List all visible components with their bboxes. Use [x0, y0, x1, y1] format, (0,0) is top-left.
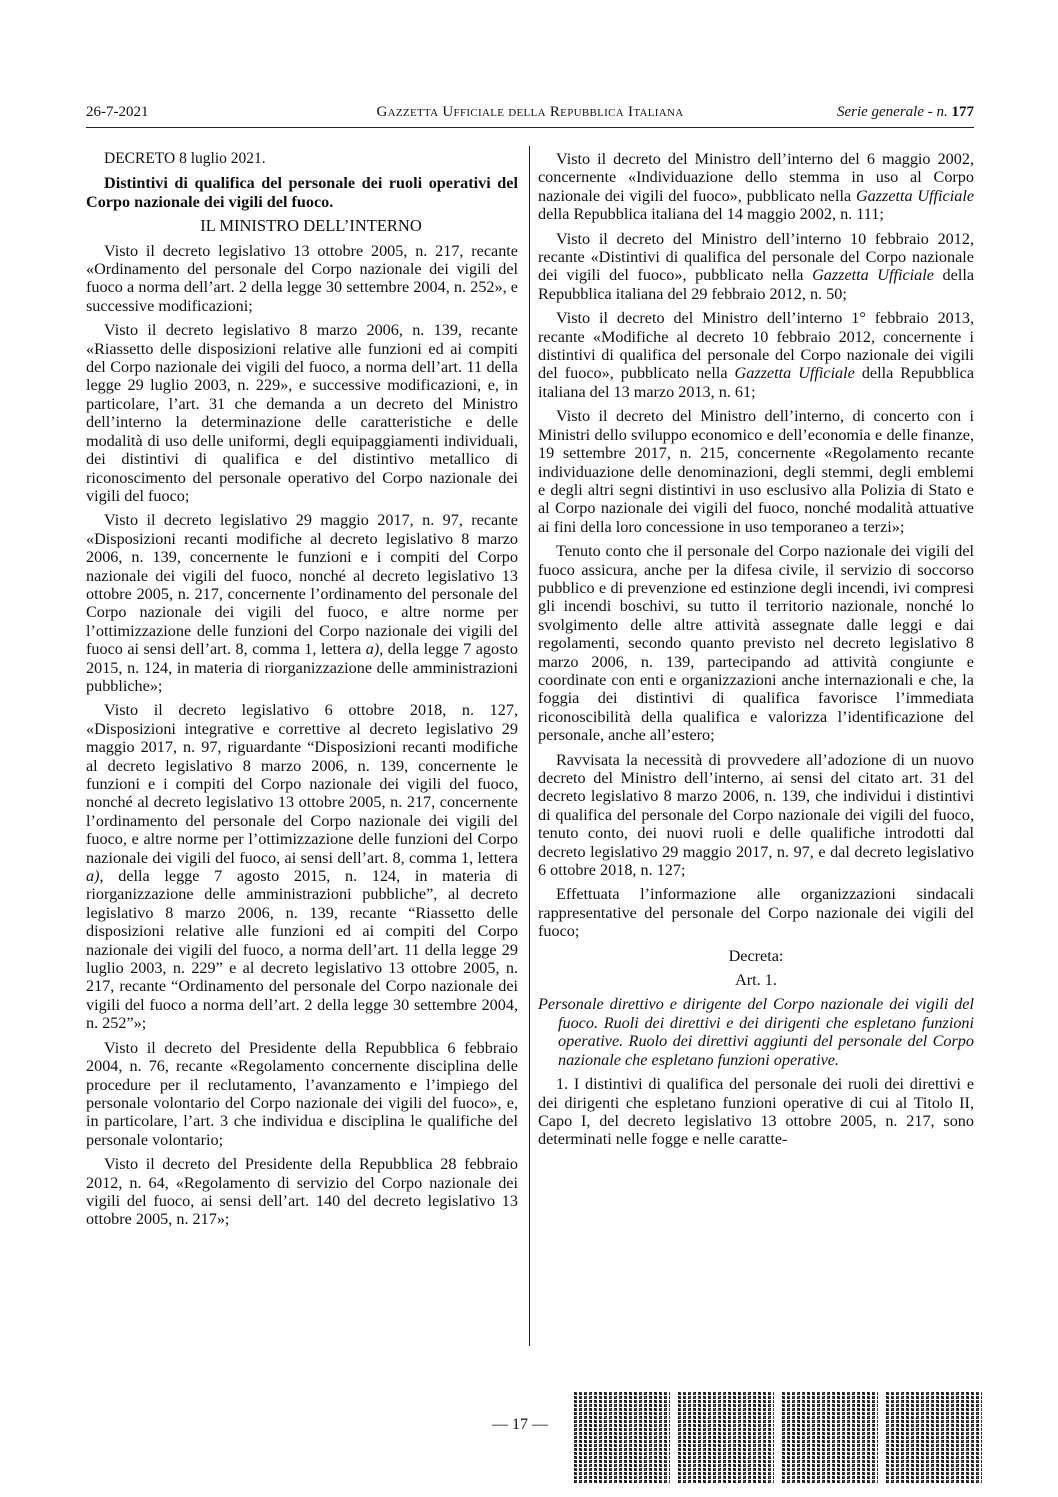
italic-run: a) — [365, 640, 380, 659]
article-number: Art. 1. — [735, 971, 777, 990]
paragraph: Tenuto conto che il personale del Corpo nazionale dei vigili del fuoco assicura, anche per la difesa civile, il servizio di soccorso pubblico e di prevenzione ed estinzione degli incendi, ivi compresi gli incendi boschivi, su tutto il territorio nazionale, nonché lo svolgimento delle altre attività assegnate dalle leggi e dai regolamenti, secondo quanto previsto nel decreto legislativo 8 marzo 2006, n. 139, partecipando ad attività congiunte e coordinate con enti e organizzazioni anche internazionali e che, la foggia dei distintivi di qualifica favorisce l’immediata riconoscibilità della qualifica e valorizza l’identificazione del personale, anche all’estero; — [538, 542, 974, 745]
decreto-date: 8 luglio 2021. — [179, 150, 266, 167]
article-title — [538, 995, 974, 1069]
paragraph — [86, 511, 518, 695]
header-rule — [86, 127, 974, 128]
paragraph: 1. I distintivi di qualifica del personale dei ruoli dei direttivi e dei dirigenti che espletano funzioni operative di cui al Titolo II, Capo I, del decreto legislativo 13 ottobre 2005, n. 217, sono determinati nelle fogge e nelle caratte- — [538, 1075, 974, 1149]
serie-number: 177 — [951, 104, 974, 120]
left-column — [86, 150, 518, 1235]
header-title: Gazzetta Ufficiale della Repubblica Italiana — [376, 104, 684, 120]
paragraph: Visto il decreto del Ministro dell’interno, di concerto con i Ministri dello sviluppo economico e dell’economia e delle finanze, 19 settembre 2017, n. 215, concernente «Regolamento recante individuazione delle denominazioni, degli stemmi, degli emblemi e degli altri segni distintivi in uso esclusivo alla Polizia di Stato e al Corpo nazionale dei vigili del fuoco, nonché modalità attuative ai fini della loro concessione in uso temporaneo a terzi»; — [538, 407, 974, 536]
paragraph: Ravvisata la necessità di provvedere all’adozione di un nuovo decreto del Ministro dell’interno, ai sensi del citato art. 31 del decreto legislativo 8 marzo 2006, n. 139, che individui i distintivi di qualifica del personale del Corpo nazionale dei vigili del fuoco, tenuto conto, dei nuovi ruoli e delle qualifiche introdotti dal decreto legislativo 29 maggio 2017, n. 97, e dal decreto legislativo 6 ottobre 2018, n. 127; — [538, 750, 974, 880]
paragraph: Effettuata l’informazione alle organizzazioni sindacali rappresentative del personale del Corpo nazionale dei vigili del fuoco; — [538, 885, 974, 941]
text-run: della Repubblica italiana del 13 marzo 2013, n. 61; — [538, 364, 975, 401]
decreta-heading: Decreta: — [728, 946, 784, 965]
text-run: Visto il decreto del Ministro dell’interno 10 febbraio 2012, recante «Distintivi di qualifica del personale del Corpo nazionale dei vigili del fuoco», pubblicato nella — [538, 229, 974, 285]
text-run: della Repubblica italiana del 14 maggio 2002, n. 111; — [538, 205, 884, 224]
column-divider — [529, 146, 530, 1346]
datamatrix-code — [676, 1392, 774, 1484]
right-column — [538, 150, 974, 1155]
text-run: Visto il decreto legislativo 29 maggio 2017, n. 97, recante «Disposizioni recanti modifiche al decreto legislativo 8 marzo 2006, n. 139, concernente le funzioni e i compiti del Corpo nazionale dei vigili del fuoco, nonché al decreto legislativo 13 ottobre 2005, n. 217, concernente l’ordinamento del personale del Corpo nazionale dei vigili del fuoco, e altre norme per l’ottimizzazione delle funzioni del Corpo nazionale dei vigili del fuoco ai sensi dell’art. 8, comma 1, lettera — [86, 511, 518, 659]
serie-label: Serie generale - n. — [836, 104, 948, 120]
italic-run: Gazzetta Ufficiale — [734, 364, 855, 383]
section-title: IL MINISTRO DELL’INTERNO — [200, 216, 422, 236]
italic-run: Gazzetta Ufficiale — [855, 186, 975, 205]
decree-title: Distintivi di qualifica del personale dei ruoli operativi del Corpo nazionale dei vigili del fuoco. — [86, 174, 518, 211]
header-serie — [837, 104, 974, 121]
datamatrix-code — [572, 1392, 670, 1484]
text-run: Visto il decreto del Ministro dell’interno del 6 maggio 2002, concernente «Individuazione dello stemma in uso al Corpo nazionale dei vigili del fuoco», pubblicato nella — [538, 150, 974, 205]
text-run: Visto il decreto del Ministro dell’interno 1° febbraio 2013, recante «Modifiche al decreto 10 febbraio 2012, concernente i distintivi di qualifica del personale del Corpo nazionale dei vigili del fuoco», pubblicato nella — [538, 309, 974, 383]
datamatrix-code — [884, 1392, 982, 1484]
paragraph: Visto il decreto legislativo 13 ottobre 2005, n. 217, recante «Ordinamento del personale del Corpo nazionale dei vigili del fuoco a norma dell’art. 2 della legge 30 settembre 2004, n. 252», e successive modificazioni; — [86, 241, 518, 315]
decreto-line — [86, 150, 518, 168]
header-date: 26-7-2021 — [86, 104, 149, 120]
paragraph — [86, 701, 518, 1032]
text-run: della Repubblica italiana del 29 febbraio 2012, n. 50; — [538, 266, 975, 303]
text-run: , della legge 7 agosto 2015, n. 124, in materia di riorganizzazione delle amministrazioni pubbliche»; — [86, 640, 518, 695]
page-header — [86, 104, 974, 126]
text-run: Visto il decreto legislativo 6 ottobre 2018, n. 127, «Disposizioni integrative e correttive al decreto legislativo 29 maggio 2017, n. 97, riguardante “Disposizioni recanti modifiche al decreto legislativo 8 marzo 2006, n. 139, concernente le funzioni e i compiti del Corpo nazionale dei vigili del fuoco, nonché al decreto legislativo 13 ottobre 2005, n. 217, concernente l’ordinamento del personale del Corpo nazionale dei vigili del fuoco, e altre norme per l’ottimizzazione delle funzioni del Corpo nazionale dei vigili del fuoco, ai sensi dell’art. 8, comma 1, lettera — [86, 701, 518, 867]
paragraph: Visto il decreto del Presidente della Repubblica 6 febbraio 2004, n. 76, recante «Regolamento concernente disciplina delle procedure per il reclutamento, l’avanzamento e l’impiego del personale volontario del Corpo nazionale dei vigili del fuoco», e, in particolare, l’art. 3 che individua e disciplina le qualifiche del personale volontario; — [86, 1038, 518, 1149]
paragraph: Visto il decreto del Presidente della Repubblica 28 febbraio 2012, n. 64, «Regolamento di servizio del Corpo nazionale dei vigili del fuoco, ai sensi dell’art. 140 del decreto legislativo 13 ottobre 2005, n. 217»; — [86, 1155, 518, 1229]
paragraph — [538, 150, 974, 224]
datamatrix-code — [780, 1392, 878, 1484]
page-number: — 17 — — [492, 1416, 548, 1433]
paragraph: Visto il decreto legislativo 8 marzo 2006, n. 139, recante «Riassetto delle disposizioni relative alle funzioni ed ai compiti del Corpo nazionale dei vigili del fuoco, a norma dell’art. 11 della legge 29 luglio 2003, n. 229», e successive modificazioni, e, in particolare, l’art. 31 che demanda a un decreto del Ministro dell’interno la determinazione delle caratteristiche e delle modalità di uso delle uniformi, degli equipaggiamenti individuali, dei distintivi di qualifica e del distintivo metallico di riconoscimento del personale operativo del Corpo nazionale dei vigili del fuoco; — [86, 321, 518, 505]
paragraph — [538, 309, 974, 401]
italic-run: a) — [86, 867, 100, 886]
italic-run: Gazzetta Ufficiale — [812, 266, 934, 285]
text-run: , della legge 7 agosto 2015, n. 124, in materia di riorganizzazione delle amministrazioni pubbliche”, al decreto legislativo 8 marzo 2006, n. 139, recante “Riassetto delle disposizioni relative alle funzioni ed ai compiti del Corpo nazionale dei vigili del fuoco, a norma dell’art. 11 della legge 29 luglio 2003, n. 229” e al decreto legislativo 13 ottobre 2005, n. 217, recante “Ordinamento del personale del Corpo nazionale dei vigili del fuoco a norma dell’art. 2 della legge 30 settembre 2004, n. 252”»; — [86, 867, 518, 1033]
decreto-keyword: DECRETO — [104, 150, 176, 167]
paragraph — [538, 230, 974, 304]
article-title-text: Personale direttivo e dirigente del Corpo nazionale dei vigili del fuoco. Ruoli dei direttivi e dei dirigenti che espletano funzioni operative. Ruolo dei direttivi aggiunti del personale del Corpo nazionale che espletano funzioni operative. — [538, 995, 974, 1069]
